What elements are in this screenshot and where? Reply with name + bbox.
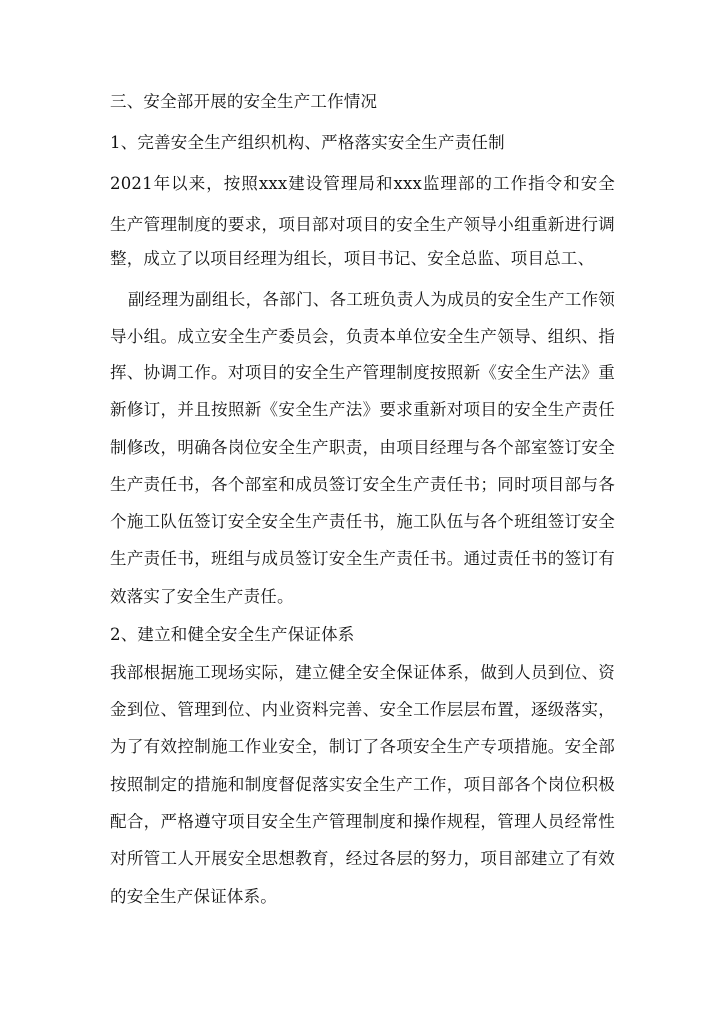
paragraph-line: 我部根据施工现场实际，建立健全安全保证体系，做到人员到位、资 xyxy=(110,663,615,682)
paragraph-line: 导小组。成立安全生产委员会，负责本单位安全生产领导、组织、指 xyxy=(110,327,615,346)
paragraph-line: 为了有效控制施工作业安全，制订了各项安全生产专项措施。安全部 xyxy=(110,737,615,756)
paragraph-line: 金到位、管理到位、内业资料完善、安全工作层层布置，逐级落实， xyxy=(110,700,615,719)
paragraph-line: 制修改，明确各岗位安全生产职责，由项目经理与各个部室签订安全 xyxy=(110,438,615,457)
paragraph-line: 配合，严格遵守项目安全生产管理制度和操作规程，管理人员经常性 xyxy=(110,812,615,831)
paragraph-line: 副经理为副组长，各部门、各工班负责人为成员的安全生产工作领 xyxy=(128,290,615,309)
paragraph-line: 的安全生产保证体系。 xyxy=(110,887,277,906)
paragraph-line: 按照制定的措施和制度督促落实安全生产工作，项目部各个岗位积极 xyxy=(110,775,615,794)
section-heading: 三、安全部开展的安全生产工作情况 xyxy=(110,92,378,111)
paragraph-line: 效落实了安全生产责任。 xyxy=(110,587,294,606)
subsection-heading-1: 1、完善安全生产组织机构、严格落实安全生产责任制 xyxy=(110,133,505,152)
paragraph-line: 整，成立了以项目经理为组长，项目书记、安全总监、项目总工、 xyxy=(110,249,595,268)
subsection-heading-2: 2、建立和健全安全生产保证体系 xyxy=(110,625,355,644)
paragraph-line: 生产责任书，班组与成员签订安全生产责任书。通过责任书的签订有 xyxy=(110,549,615,568)
paragraph-line: 2021年以来，按照xxx建设管理局和xxx监理部的工作指令和安全 xyxy=(110,174,615,193)
paragraph-line: 对所管工人开展安全思想教育，经过各层的努力，项目部建立了有效 xyxy=(110,849,615,868)
paragraph-line: 生产责任书，各个部室和成员签订安全生产责任书；同时项目部与各 xyxy=(110,475,615,494)
paragraph-line: 新修订，并且按照新《安全生产法》要求重新对项目的安全生产责任 xyxy=(110,400,615,419)
paragraph-line: 生产管理制度的要求，项目部对项目的安全生产领导小组重新进行调 xyxy=(110,215,615,234)
paragraph-line: 个施工队伍签订安全安全生产责任书，施工队伍与各个班组签订安全 xyxy=(110,512,615,531)
paragraph-line: 挥、协调工作。对项目的安全生产管理制度按照新《安全生产法》重 xyxy=(110,363,615,382)
